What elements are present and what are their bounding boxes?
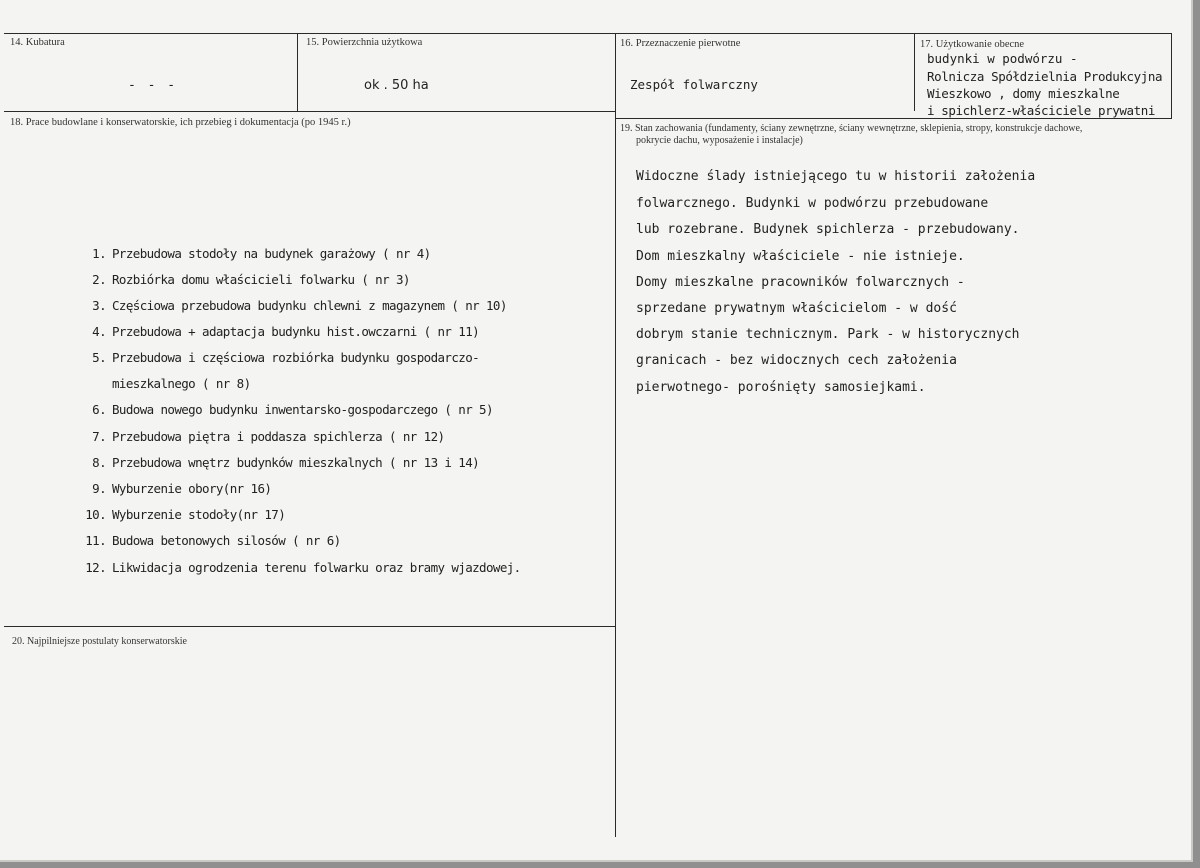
divider-15-16 [615, 33, 616, 837]
list-item: 7. Przebudowa piętra i poddasza spichlerza ( nr 12) [92, 429, 445, 444]
stan-line: sprzedane prywatnym właścicielom - w dość [636, 301, 957, 316]
divider-16-17 [914, 33, 915, 111]
list-item: 10. Wyburzenie stodoły(nr 17) [85, 507, 286, 522]
list-item: 4. Przebudowa + adaptacja budynku hist.owczarni ( nr 11) [92, 324, 480, 339]
right-border-top [1171, 33, 1172, 119]
uzytkowanie-line-2: Rolnicza Spółdzielnia Produkcyjna [927, 69, 1163, 84]
row-divider-right [615, 118, 1172, 119]
row-divider-left [4, 111, 615, 112]
list-item: 6. Budowa nowego budynku inwentarsko-gospodarczego ( nr 5) [92, 402, 493, 417]
powierzchnia-value: ok . 50 ha [364, 78, 429, 93]
stan-label-line-1: 19. Stan zachowania (fundamenty, ściany zewnętrzne, ściany wewnętrzne, sklepienia, stropy, konstrukcje dachowe, [620, 123, 1083, 134]
list-item: 1. Przebudowa stodoły na budynek garażowy ( nr 4) [92, 246, 431, 261]
stan-line: Widoczne ślady istniejącego tu w historii założenia [636, 169, 1036, 184]
stan-label-line-2: pokrycie dachu, wyposażenie i instalacje) [636, 135, 803, 146]
top-border [4, 33, 1172, 34]
kubatura-value: - - - [128, 78, 178, 93]
stan-line: lub rozebrane. Budynek spichlerza - przebudowany. [636, 222, 1020, 237]
stan-line: Dom mieszkalny właściciele - nie istnieje. [636, 249, 965, 264]
list-item: 8. Przebudowa wnętrz budynków mieszkalnych ( nr 13 i 14) [92, 455, 480, 470]
stan-line: granicach - bez widocznych cech założenia [636, 353, 957, 368]
uzytkowanie-line-3: Wieszkowo , domy mieszkalne [927, 86, 1120, 101]
przeznaczenie-label: 16. Przeznaczenie pierwotne [620, 38, 741, 49]
powierzchnia-label: 15. Powierzchnia użytkowa [306, 37, 423, 48]
stan-line: dobrym stanie technicznym. Park - w historycznych [636, 327, 1020, 342]
list-item: 2. Rozbiórka domu właścicieli folwarku ( nr 3) [92, 272, 410, 287]
stan-line: pierwotnego- porośnięty samosiejkami. [636, 380, 926, 395]
kubatura-label: 14. Kubatura [10, 37, 65, 48]
list-item: mieszkalnego ( nr 8) [112, 376, 251, 391]
list-item: 3. Częściowa przebudowa budynku chlewni z magazynem ( nr 10) [92, 298, 507, 313]
prace-label: 18. Prace budowlane i konserwatorskie, ich przebieg i dokumentacja (po 1945 r.) [10, 117, 351, 128]
list-item: 9. Wyburzenie obory(nr 16) [92, 481, 272, 496]
divider-18-20 [4, 626, 615, 627]
przeznaczenie-value: Zespół folwarczny [630, 77, 758, 92]
list-item: 5. Przebudowa i częściowa rozbiórka budynku gospodarczo- [92, 350, 480, 365]
list-item: 12. Likwidacja ogrodzenia terenu folwarku oraz bramy wjazdowej. [85, 560, 521, 575]
list-item: 11. Budowa betonowych silosów ( nr 6) [85, 533, 341, 548]
uzytkowanie-line-4: i spichlerz-właściciele prywatni [927, 103, 1156, 118]
postulaty-label: 20. Najpilniejsze postulaty konserwatorskie [12, 636, 187, 647]
divider-14-15 [297, 33, 298, 111]
uzytkowanie-line-1: budynki w podwórzu - [927, 51, 1078, 66]
stan-line: folwarcznego. Budynki w podwórzu przebudowane [636, 196, 989, 211]
uzytkowanie-label: 17. Użytkowanie obecne [920, 39, 1025, 50]
stan-line: Domy mieszkalne pracowników folwarcznych - [636, 275, 965, 290]
